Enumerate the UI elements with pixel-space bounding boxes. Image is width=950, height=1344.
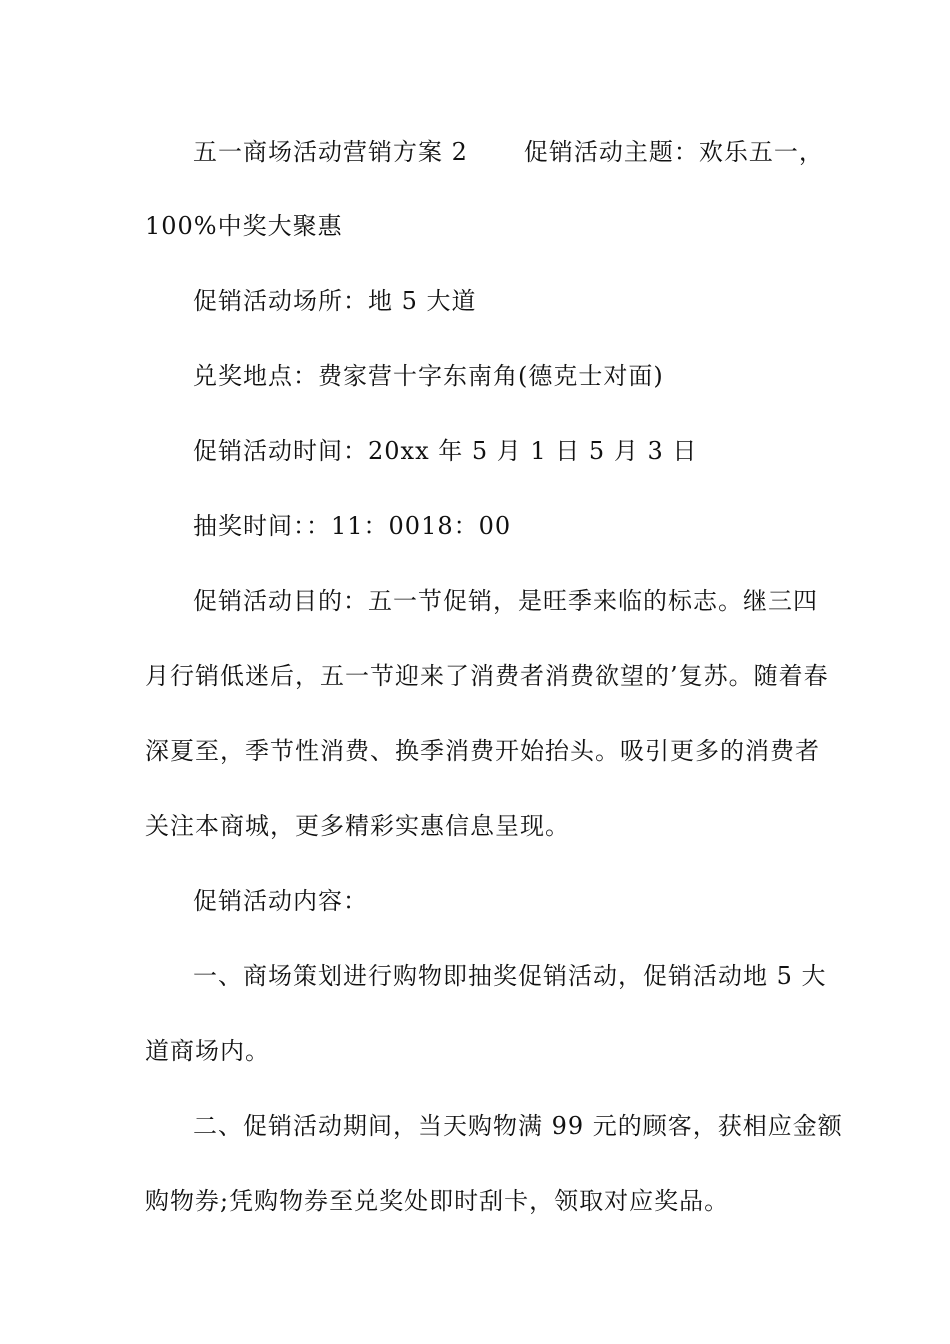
item2-line: 二、促销活动期间，当天购物满 99 元的顾客，获相应金额	[193, 1112, 843, 1140]
purpose-line: 关注本商城，更多精彩实惠信息呈现。	[145, 812, 570, 840]
document-title: 五一商场活动营销方案 2	[193, 138, 468, 166]
item2-line: 购物券;凭购物券至兑奖处即时刮卡，领取对应奖品。	[145, 1187, 730, 1215]
draw-time-line: 抽奖时间：：11：0018：00	[193, 512, 512, 540]
purpose-line: 促销活动目的：五一节促销，是旺季来临的标志。继三四	[193, 587, 818, 615]
item1-line: 道商场内。	[145, 1037, 270, 1065]
item1-line: 一、商场策划进行购物即抽奖促销活动，促销活动地 5 大	[193, 962, 827, 990]
title-line	[193, 137, 873, 167]
purpose-line: 深夏至，季节性消费、换季消费开始抬头。吸引更多的消费者	[145, 737, 820, 765]
venue-line: 促销活动场所：地 5 大道	[193, 287, 477, 315]
purpose-line: 月行销低迷后，五一节迎来了消费者消费欲望的’复苏。随着春	[145, 662, 829, 690]
theme-continuation: 100%中奖大聚惠	[145, 212, 343, 240]
content-heading: 促销活动内容：	[193, 887, 368, 915]
activity-time-line: 促销活动时间：20xx 年 5 月 1 日 5 月 3 日	[193, 437, 698, 465]
theme-label: 促销活动主题：欢乐五一，	[523, 138, 824, 166]
prize-place-line: 兑奖地点：费家营十字东南角(德克士对面)	[193, 362, 664, 390]
